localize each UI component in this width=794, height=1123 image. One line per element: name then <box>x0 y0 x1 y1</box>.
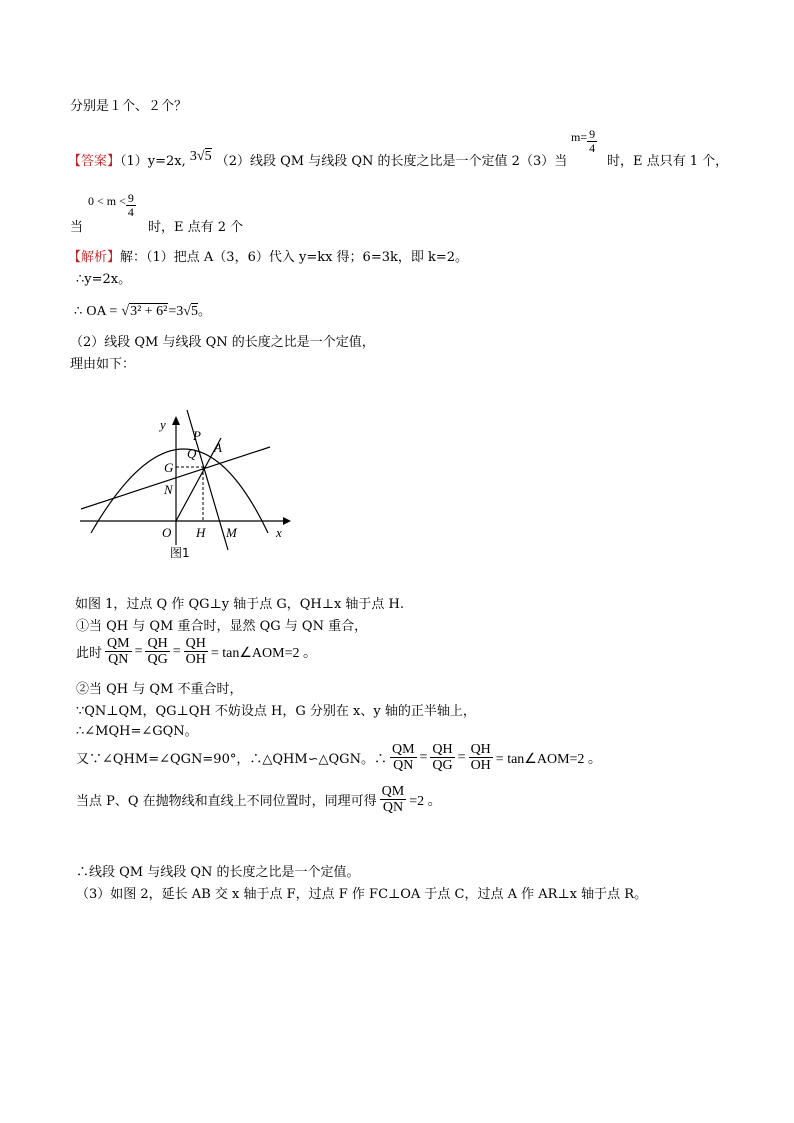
label-g: G <box>164 460 174 475</box>
answer-line-2-b: 时，E 点有 2 个 <box>148 220 244 235</box>
proof-line-4: ②当 QH 与 QM 不重合时， <box>76 682 243 697</box>
m-value: m= $\frac{9}{4}$ <box>571 127 596 155</box>
answer-part-1: （1）y=2x, <box>120 154 186 169</box>
label-y: y <box>160 417 166 432</box>
proof-line-9: ∴线段 QM 与线段 QN 的长度之比是一个定值。 <box>76 865 360 880</box>
analysis-line-3: （2）线段 QM 与线段 QN 的长度之比是一个定值， <box>70 335 375 350</box>
oa-formula: ∴ OA = √3² + 6²=3√5。 <box>74 304 211 319</box>
label-a: A <box>214 440 222 455</box>
y-axis-arrow <box>172 416 180 425</box>
analysis-line-4: 理由如下： <box>70 357 136 372</box>
range-expression: 0 < m < $\frac{9}{4}$ <box>88 191 134 219</box>
figure-caption: 图1 <box>170 546 190 560</box>
sqrt-expression: 3√5 <box>189 149 212 164</box>
proof-line-3: 此时 $\frac{QM}{QN}$ = $\frac{QH}{QG}$ = $\frac{QH}{OH}$ = tan∠AOM=2 。 <box>76 636 317 667</box>
proof-line-6: ∴∠MQH=∠GQN。 <box>76 724 198 739</box>
proof-line-5: ∵QN⊥QM，QG⊥QH 不妨设点 H，G 分别在 x、y 轴的正半轴上， <box>76 704 476 719</box>
label-x: x <box>276 525 282 540</box>
analysis-line-1 <box>68 246 468 265</box>
proof-line-2: ①当 QH 与 QM 重合时，显然 QG 与 QN 重合， <box>76 619 368 634</box>
proof-line-8: 当点 P、Q 在抛物线和直线上不同位置时，同理可得 $\frac{QM}{QN}$ =2 。 <box>76 784 442 815</box>
analysis-text-1: 解：（1）把点 A（3，6）代入 y=kx 得；6=3k，即 k=2。 <box>120 250 469 265</box>
label-q: Q <box>187 446 197 461</box>
label-o: O <box>162 525 172 540</box>
answer-part-2: （2）线段 QM 与线段 QN 的长度之比是一个定值 2（3）当 <box>215 154 568 169</box>
analysis-line-2: ∴y=2x。 <box>76 272 132 287</box>
label-m: M <box>226 525 237 540</box>
answer-line-1 <box>68 150 567 170</box>
proof-line-10: （3）如图 2，延长 AB 交 x 轴于点 F，过点 F 作 FC⊥OA 于点 C，过点 A 作 AR⊥x 轴于点 R。 <box>76 887 648 902</box>
intro-text: 分别是１个、２个？ <box>70 99 188 114</box>
proof-line-1: 如图 1，过点 Q 作 QG⊥y 轴于点 G，QH⊥x 轴于点 H. <box>75 597 405 612</box>
answer-line-2-a: 当 <box>70 220 84 235</box>
x-axis-arrow <box>283 517 291 525</box>
analysis-tag: 【解析】 <box>68 250 121 265</box>
answer-part-3: 时，E 点只有 1 个， <box>607 154 729 169</box>
answer-tag: 【答案】 <box>68 154 121 169</box>
label-p: P <box>193 428 201 443</box>
label-h: H <box>196 525 206 540</box>
label-n: N <box>164 482 173 497</box>
proof-line-7: 又∵∠QHM=∠QGN=90°，∴△QHM∽△QGN。∴ $\frac{QM}{QN}$ = $\frac{QH}{QG}$ = $\frac{QH}{OH}$ = tan∠AOM=2 。 <box>76 742 602 773</box>
figure-1 <box>78 405 293 565</box>
